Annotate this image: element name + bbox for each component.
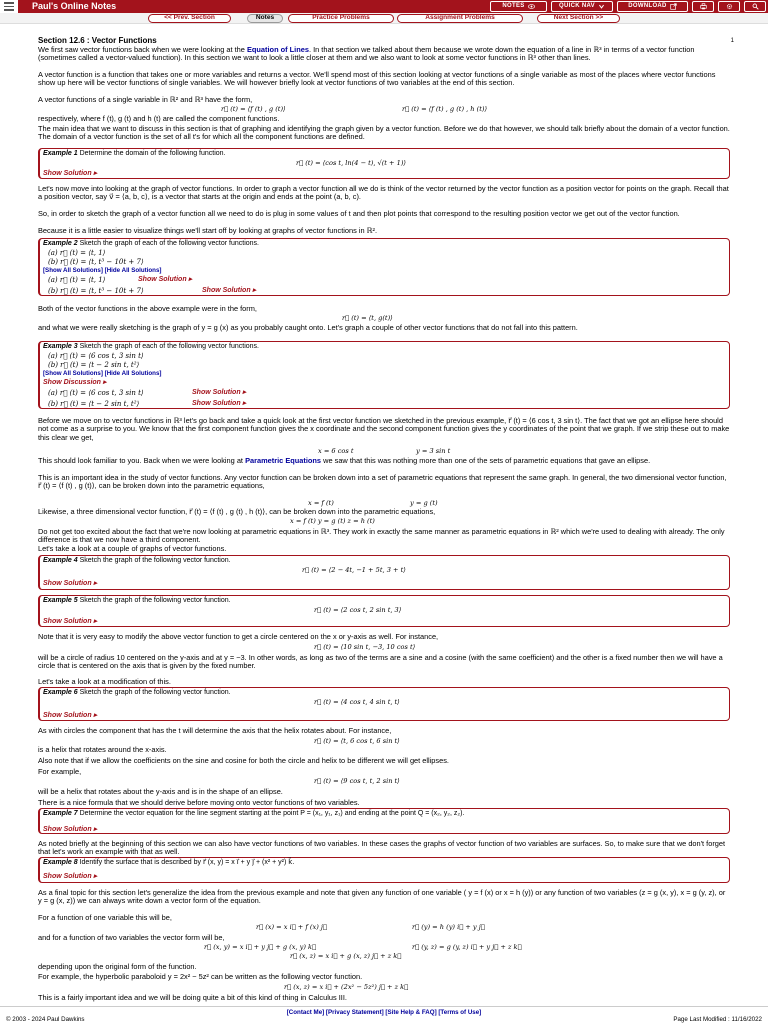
search-icon: [752, 3, 759, 10]
sketch-paragraph: So, in order to sketch the graph of a vector function all we need to do is plug in some values of t and then plot points that correspond to the resulting position vector we get out of the vector function.: [38, 209, 680, 218]
notes-tab[interactable]: Notes: [247, 14, 283, 23]
intro-text-a: We first saw vector functions back when we were looking at the: [38, 45, 245, 54]
parametric-text-b: we saw that this was nothing more than one of the sets of parametric equations that gave an ellipse.: [323, 456, 651, 465]
show-solution-label: Show Solution: [43, 170, 92, 177]
example-5-show-solution[interactable]: Show Solution ▸: [43, 618, 98, 625]
example-1-text: Determine the domain of the following function.: [79, 150, 226, 157]
equation-of-lines-link[interactable]: Equation of Lines: [246, 45, 309, 54]
example-4-equation: r⃗ (t) = ⟨2 − 4t, −1 + 5t, 3 + t⟩: [302, 566, 406, 574]
example-3-text: Sketch the graph of each of the following vector functions.: [79, 343, 259, 350]
equation-x-ft: x = f (t): [308, 499, 334, 507]
equation-helix-x-axis: r⃗ (t) = ⟨t, 6 cos t, 6 sin t⟩: [314, 737, 400, 745]
show-solution-label: Show Solution: [43, 712, 92, 719]
download-label: DOWNLOAD: [628, 3, 667, 10]
show-solution-label: Show Solution: [138, 276, 187, 283]
example-7-box: [38, 808, 730, 834]
equation-y-gt: y = g (t): [410, 499, 438, 507]
notes-menu-button[interactable]: [490, 1, 547, 12]
example-2a-show-solution[interactable]: Show Solution ▸: [138, 276, 193, 283]
example-6-equation: r⃗ (t) = ⟨4 cos t, 4 sin t, t⟩: [314, 698, 400, 706]
parametric-paragraph: [38, 457, 730, 465]
copyright: © 2003 - 2024 Paul Dawkins: [6, 1016, 85, 1023]
chevron-down-icon: [598, 3, 605, 10]
page-indicator: 1: [730, 38, 734, 44]
example-8-text: Identify the surface that is described by r⃗ (x, y) = x i⃗ + y j⃗ + (x² + y²) k⃗.: [79, 859, 295, 866]
settings-button[interactable]: [718, 1, 740, 12]
equation-circle-y-axis: r⃗ (t) = ⟨10 sin t, −3, 10 cos t⟩: [314, 643, 416, 651]
show-solution-label: Show Solution: [202, 287, 251, 294]
example-3-box: [38, 341, 730, 409]
equation-hyperbolic-paraboloid: r⃗ (x, z) = x i⃗ + (2x² − 5z²) j⃗ + z k⃗: [284, 983, 409, 991]
example-6-box: [38, 687, 730, 721]
practice-problems-button[interactable]: Practice Problems: [288, 14, 394, 23]
circle-radius-paragraph: will be a circle of radius 10 centered on the y-axis and at y = −3. In other words, as long as two of the terms are a sine and a cosine (with the same coefficient) and the other is a fixed number then we will have a circle that is centered on the axis that is given by the fixed number.: [38, 653, 723, 671]
example-6-text: Sketch the graph of the following vector function.: [79, 689, 231, 696]
example-8-box: [38, 857, 730, 883]
modification-paragraph: Let's take a look at a modification of this.: [38, 677, 171, 686]
closing-paragraph: This is a fairly important idea and we will be doing quite a bit of this kind of thing in Calculus III.: [38, 993, 347, 1002]
intro-text-b: . In that section we talked about them because we wrote down the equation of a line in ℝ³ in terms of a vector function (sometimes called a vector-valued function). In this section we want to look a little closer at them and we also want to look at some vector functions in ℝ³ other than lines.: [38, 45, 695, 63]
example-3-part-b-repeat: (b) r⃗ (t) = ⟨t − 2 sin t, t²⟩: [48, 400, 140, 408]
pattern-paragraph: and what we were really sketching is the graph of y = g (x) as you probably caught onto. Let's graph a couple of other vector functions that do not fall into this pattern.: [38, 323, 578, 332]
example-4-label: Example 4: [43, 557, 78, 564]
show-solution-label: Show Solution: [192, 400, 241, 407]
example-4-text: Sketch the graph of the following vector function.: [79, 557, 231, 564]
equation-xyz-parametric: x = f (t) y = g (t) z = h (t): [290, 517, 375, 525]
hyperbolic-paragraph: For example, the hyperbolic paraboloid y = 2x² − 5z² can be written as the following vector function.: [38, 972, 363, 981]
download-button[interactable]: [617, 1, 688, 12]
two-variables-paragraph: As noted briefly at the beginning of this section we can also have vector functions of two variables. In these cases the graphs of vector function of two variables are surfaces. So, to make sure that we don't forget that let's work an example with that as well.: [38, 839, 726, 857]
equation-vector-hy: r⃗ (y) = h (y) i⃗ + y j⃗: [412, 923, 485, 931]
search-button[interactable]: [744, 1, 766, 12]
two-variable-paragraph: and for a function of two variables the vector form will be,: [38, 933, 225, 942]
component-paragraph: respectively, where f (t), g (t) and h (t) are called the component functions.: [38, 114, 280, 123]
both-functions-paragraph: Both of the vector functions in the above example were in the form,: [38, 304, 257, 313]
depending-paragraph: depending upon the original form of the function.: [38, 962, 197, 971]
graph-paragraph: Let's now move into looking at the graph of vector functions. In order to graph a vector function all we do is think of the vector returned by the vector function as a position vector for points on the graph. Recall that a position vector, say v⃗ = ⟨a, b, c⟩, is a vector that starts at the origin and ends at the point (a, b, c).: [38, 184, 729, 202]
show-solution-label: Show Solution: [43, 580, 92, 587]
parametric-equations-link[interactable]: Parametric Equations: [245, 456, 322, 465]
example-8-label: Example 8: [43, 859, 78, 866]
example-3-show-discussion[interactable]: Show Discussion ▸: [43, 379, 107, 386]
section-nav-bar: [0, 13, 768, 24]
example-8-show-solution[interactable]: Show Solution ▸: [43, 873, 98, 880]
section-title: Section 12.6 : Vector Functions: [38, 36, 157, 45]
for-example-paragraph: For example,: [38, 767, 82, 776]
printer-icon: [700, 3, 707, 10]
domain-paragraph: The main idea that we want to discuss in this section is that of graphing and identifying the graph given by a vector function. Before we do that however, we should talk briefly about the domain of a vector function. The domain of a vector function is the set of all t's for which all the component functions are defined.: [38, 124, 730, 142]
parametric-text-a: This should look familiar to you. Back when we were looking at: [38, 456, 243, 465]
three-dim-paragraph: Likewise, a three dimensional vector function, r⃗ (t) = ⟨f (t) , g (t) , h (t)⟩, can be broken down into the parametric equations,: [38, 507, 436, 516]
example-2-part-a-repeat: (a) r⃗ (t) = ⟨t, 1⟩: [48, 276, 106, 284]
example-1-equation: r⃗ (t) = ⟨cos t, ln(4 − t), √(t + 1)⟩: [296, 159, 407, 167]
example-5-box: [38, 595, 730, 627]
example-6-show-solution[interactable]: Show Solution ▸: [43, 712, 98, 719]
intro-paragraph: [38, 46, 730, 63]
example-3-part-a-repeat: (a) r⃗ (t) = ⟨6 cos t, 3 sin t⟩: [48, 389, 144, 397]
example-1-label: Example 1: [43, 150, 78, 157]
example-3-part-b: (b) r⃗ (t) = ⟨t − 2 sin t, t²⟩: [48, 361, 140, 369]
example-5-label: Example 5: [43, 597, 78, 604]
final-topic-paragraph: As a final topic for this section let's generalize the idea from the previous example and note that given any function of one variable ( y = f (x) or x = h (y)) or any function of two variables (z = g (x, y), x = g (y, z), or y = g (x, z)) we can always write down a vector form of the equation.: [38, 888, 726, 906]
example-3b-show-solution[interactable]: Show Solution ▸: [192, 400, 247, 407]
form-paragraph: A vector functions of a single variable in ℝ² and ℝ³ have the form,: [38, 95, 253, 104]
show-solution-label: Show Solution: [43, 618, 92, 625]
top-header: [0, 0, 768, 13]
graphs-intro-paragraph: Let's take a look at a couple of graphs of vector functions.: [38, 544, 227, 553]
example-4-box: [38, 555, 730, 590]
excited-paragraph: Do not get too excited about the fact that we're now looking at parametric equations in ℝ³. They work in exactly the same manner as parametric equations in ℝ² which we're used to dealing with already. The only difference is that we now have a third component.: [38, 527, 725, 545]
ellipse-coefficient-paragraph: Also note that if we allow the coefficients on the sine and cosine for both the circle and helix to be different we will get ellipses.: [38, 756, 449, 765]
example-2-show-all-solutions[interactable]: [Show All Solutions] [Hide All Solutions]: [43, 267, 162, 274]
example-3a-show-solution[interactable]: Show Solution ▸: [192, 389, 247, 396]
next-section-button[interactable]: Next Section >>: [537, 14, 620, 23]
equation-vector-gxz: r⃗ (x, z) = x i⃗ + g (x, z) j⃗ + z k⃗: [290, 952, 402, 960]
example-3-show-all-solutions[interactable]: [Show All Solutions] [Hide All Solutions]: [43, 370, 162, 377]
ellipse-paragraph: Before we move on to vector functions in ℝ³ let's go back and take a quick look at the first vector function we sketched in the previous example, r⃗ (t) = ⟨6 cos t, 3 sin t⟩. The fact that we got an ellipse here should not come as a surprise to you. We know that the first component function gives the x coordinate and the second component function gives the y coordinates of the point that we graph. If we strip these out to make this clear we get,: [38, 416, 730, 442]
equation-t-g-form: r⃗ (t) = ⟨t, g(t)⟩: [342, 314, 393, 322]
example-2b-show-solution[interactable]: Show Solution ▸: [202, 287, 257, 294]
example-3-part-a: (a) r⃗ (t) = ⟨6 cos t, 3 sin t⟩: [48, 352, 144, 360]
show-solution-label: Show Solution: [43, 873, 92, 880]
equation-2d-form: r⃗ (t) = ⟨f (t) , g (t)⟩: [221, 105, 286, 113]
equation-elliptic-helix: r⃗ (t) = ⟨9 cos t, t, 2 sin t⟩: [314, 777, 400, 785]
definition-paragraph: A vector function is a function that takes one or more variables and returns a vector. We'll spend most of this section looking at vector functions of a single variable as most of the places where vector functions show up here will be vector functions of single variables. We will however briefly look at vector functions of two variables at the end of this section.: [38, 70, 716, 88]
equation-vector-gyz: r⃗ (y, z) = g (y, z) i⃗ + y j⃗ + z k⃗: [412, 943, 522, 951]
example-2-text: Sketch the graph of each of the following vector functions.: [79, 240, 259, 247]
equation-vector-fx: r⃗ (x) = x i⃗ + f (x) j⃗: [256, 923, 327, 931]
nice-formula-paragraph: There is a nice formula that we should derive before moving onto vector functions of two variables.: [38, 798, 360, 807]
equation-3d-form: r⃗ (t) = ⟨f (t) , g (t) , h (t)⟩: [402, 105, 488, 113]
example-3-label: Example 3: [43, 343, 78, 350]
helix-axis-paragraph: As with circles the component that has the t will determine the axis that the helix rotates about. For instance,: [38, 726, 392, 735]
gear-icon: [726, 3, 733, 10]
example-7-show-solution[interactable]: Show Solution ▸: [43, 826, 98, 833]
external-link-icon: [670, 3, 677, 10]
prev-section-button[interactable]: << Prev. Section: [148, 14, 231, 23]
example-2-label: Example 2: [43, 240, 78, 247]
quick-nav-button[interactable]: [551, 1, 613, 12]
assignment-problems-button[interactable]: Assignment Problems: [397, 14, 523, 23]
example-6-label: Example 6: [43, 689, 78, 696]
example-2-part-b-repeat: (b) r⃗ (t) = ⟨t, t³ − 10t + 7⟩: [48, 287, 144, 295]
one-variable-paragraph: For a function of one variable this will be,: [38, 913, 172, 922]
example-2-part-b: (b) r⃗ (t) = ⟨t, t³ − 10t + 7⟩: [48, 258, 144, 266]
show-solution-label: Show Solution: [43, 826, 92, 833]
quick-nav-label: QUICK NAV: [559, 3, 595, 10]
footer-links[interactable]: [Contact Me] [Privacy Statement] [Site Help & FAQ] [Terms of Use]: [286, 1009, 482, 1016]
equation-y-3sin: y = 3 sin t: [416, 447, 451, 455]
site-title[interactable]: Paul's Online Notes: [32, 1, 117, 12]
example-7-text: Determine the vector equation for the line segment starting at the point P = (x₁, y₁, z₁) and ending at the point Q = (x₂, y₂, z₂).: [79, 810, 465, 817]
notes-menu-label: NOTES: [502, 3, 525, 10]
page-footer: [0, 1006, 768, 1024]
helix-x-paragraph: is a helix that rotates around the x-axis.: [38, 745, 167, 754]
example-5-text: Sketch the graph of the following vector function.: [79, 597, 231, 604]
eye-icon: [528, 3, 535, 10]
example-7-label: Example 7: [43, 810, 78, 817]
example-2-part-a: (a) r⃗ (t) = ⟨t, 1⟩: [48, 249, 106, 257]
example-4-show-solution[interactable]: Show Solution ▸: [43, 580, 98, 587]
example-2-box: [38, 238, 730, 296]
example-1-box: [38, 148, 730, 179]
important-idea-paragraph: This is an important idea in the study of vector functions. Any vector function can be broken down into a set of parametric equations that represent the same graph. In general, the two dimensional vector function, r⃗ (t) = ⟨f (t) , g (t)⟩, can be broken down into the parametric equations,: [38, 473, 727, 491]
equation-vector-gxy: r⃗ (x, y) = x i⃗ + y j⃗ + g (x, y) k⃗: [204, 943, 316, 951]
hamburger-menu-icon[interactable]: [0, 0, 18, 13]
show-discussion-label: Show Discussion: [43, 379, 101, 386]
print-button[interactable]: [692, 1, 714, 12]
visualize-paragraph: Because it is a little easier to visualize things we'll start off by looking at graphs of vector functions in ℝ².: [38, 226, 378, 235]
main-content: [38, 36, 734, 1002]
equation-x-6cos: x = 6 cos t: [318, 447, 354, 455]
last-modified: Page Last Modified : 11/16/2022: [673, 1016, 762, 1023]
elliptic-helix-paragraph: will be a helix that rotates about the y-axis and is in the shape of an ellipse.: [38, 787, 283, 796]
modify-circle-paragraph: Note that it is very easy to modify the above vector function to get a circle centered on the x or y-axis as well. For instance,: [38, 632, 439, 641]
example-1-show-solution[interactable]: Show Solution ▸: [43, 170, 98, 177]
show-solution-label: Show Solution: [192, 389, 241, 396]
example-5-equation: r⃗ (t) = ⟨2 cos t, 2 sin t, 3⟩: [314, 606, 402, 614]
